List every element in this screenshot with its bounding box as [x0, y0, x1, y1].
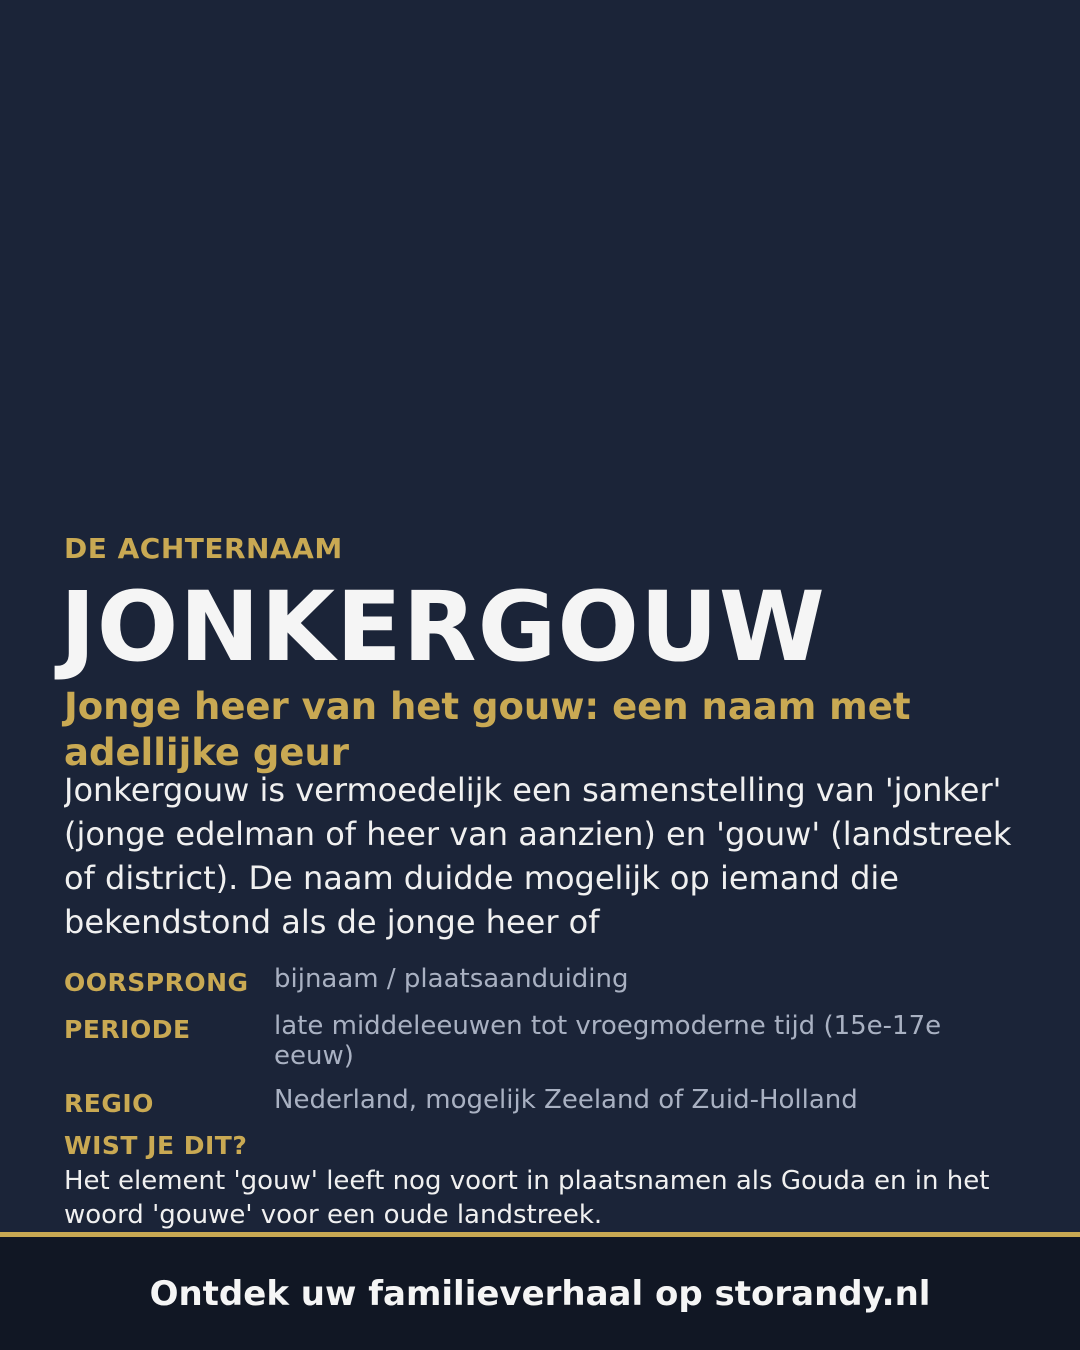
- kicker-label: DE ACHTERNAAM: [64, 532, 343, 565]
- trivia-label: WIST JE DIT?: [64, 1131, 248, 1160]
- fact-label: REGIO: [64, 1089, 154, 1118]
- fact-value: late middeleeuwen tot vroegmoderne tijd (15e-17e eeuw): [274, 1011, 942, 1071]
- fact-row-periode: [64, 1011, 1024, 1071]
- fact-value: Nederland, mogelijk Zeeland of Zuid-Holland: [274, 1085, 858, 1115]
- trivia-text: Het element 'gouw' leeft nog voort in plaatsnamen als Gouda en in het woord 'gouwe' voor een oude landstreek.: [64, 1166, 990, 1230]
- fact-row-regio: [64, 1085, 1024, 1118]
- facts-list: [64, 964, 1024, 1118]
- fact-label: OORSPRONG: [64, 968, 249, 997]
- surname-subtitle: Jonge heer van het gouw: een naam met adellijke geur: [64, 685, 911, 774]
- surname-description: Jonkergouw is vermoedelijk een samenstelling van 'jonker' (jonge edelman of heer van aanzien) en 'gouw' (landstreek of district). De naam duidde mogelijk op iemand die bekendstond als de jonge heer of: [64, 771, 1012, 941]
- fact-row-oorsprong: [64, 964, 1024, 997]
- surname-title: JONKERGOUW: [60, 571, 826, 683]
- fact-value: bijnaam / plaatsaanduiding: [274, 964, 629, 994]
- footer-banner: [0, 1232, 1080, 1350]
- footer-cta-text: Ontdek uw familieverhaal op storandy.nl: [149, 1273, 931, 1314]
- fact-label: PERIODE: [64, 1015, 191, 1044]
